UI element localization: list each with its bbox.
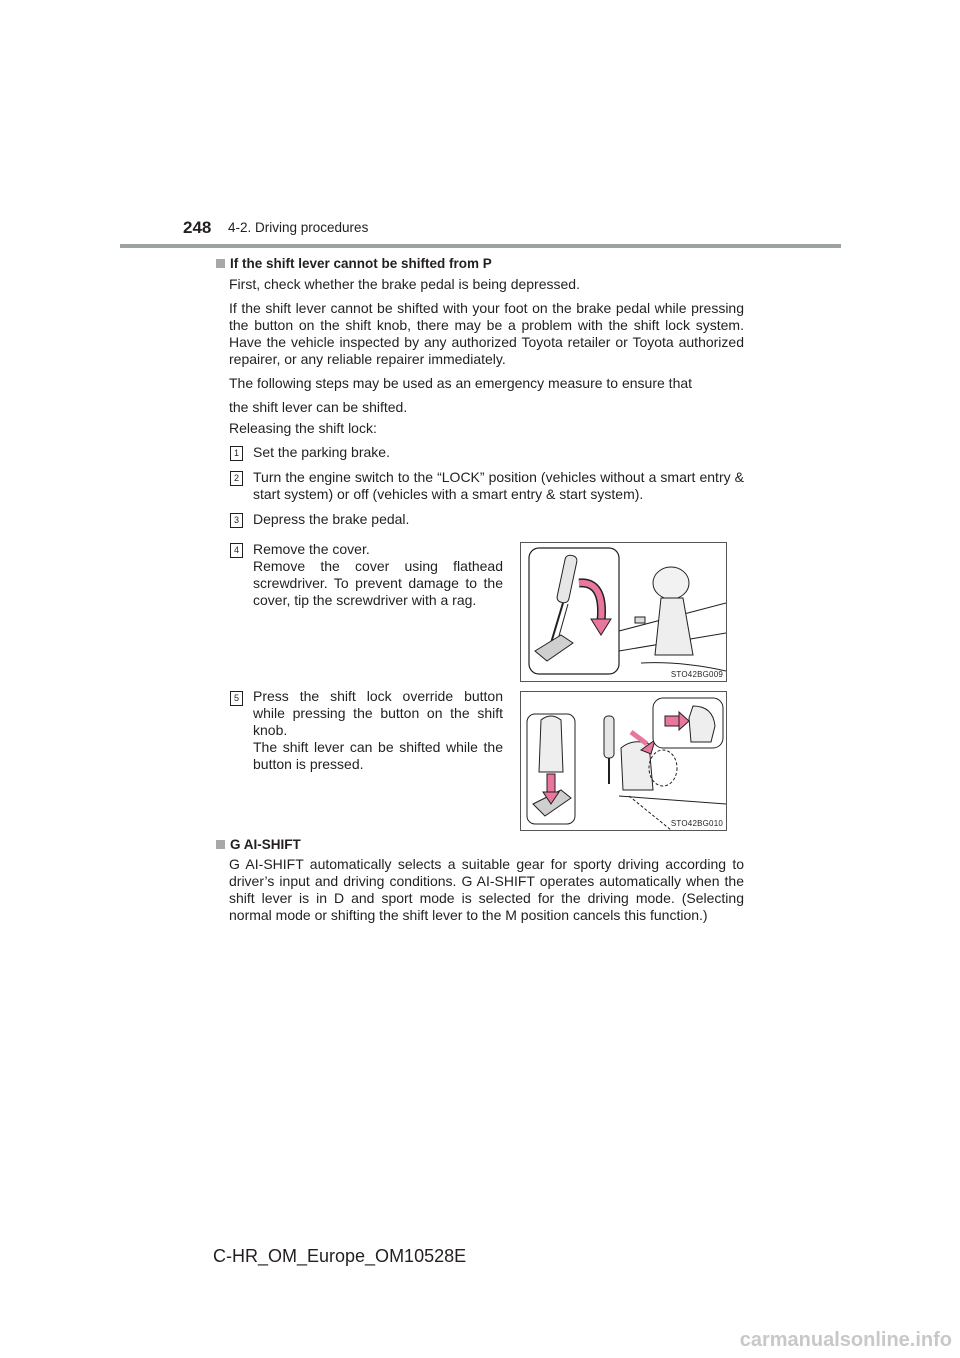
paragraph: First, check whether the brake pedal is being depressed.	[229, 276, 580, 292]
step-number: 4	[230, 543, 243, 558]
paragraph: the shift lever can be shifted.	[229, 399, 408, 415]
figure-code: STO42BG010	[670, 819, 723, 828]
shift-lock-override-illustration	[521, 692, 726, 830]
step-number: 5	[230, 691, 243, 706]
step-text-line: Press the shift lock override button while pressing the button on the shift knob.	[253, 688, 503, 738]
header-rule	[120, 244, 841, 248]
heading-shift-from-p	[216, 256, 492, 271]
step-text: Set the parking brake.	[253, 444, 390, 460]
step-text-detail: Remove the cover using flathead screwdriver. To prevent damage to the cover, tip the screwdriver with a rag.	[253, 558, 503, 608]
section-title: 4-2. Driving procedures	[228, 220, 369, 235]
bullet-square-icon	[216, 840, 225, 849]
paragraph: If the shift lever cannot be shifted with your foot on the brake pedal while pressing the button on the shift knob, there may be a problem with the shift lock system. Have the vehicle inspected by any authorized Toyota retailer or Toyota authorized repairer, or any reliable repairer immediately.	[229, 300, 744, 367]
heading-g-ai-shift	[216, 837, 301, 852]
step-text: Turn the engine switch to the “LOCK” position (vehicles without a smart entry & start system) or off (vehicles with a smart entry & start system).	[253, 469, 744, 502]
step-number: 2	[230, 471, 243, 486]
document-id: C-HR_OM_Europe_OM10528E	[213, 1246, 467, 1266]
step-text: Depress the brake pedal.	[253, 511, 410, 527]
page-number: 248	[183, 218, 212, 237]
figure-code: STO42BG009	[670, 670, 723, 679]
step-text	[253, 688, 503, 773]
step-number: 3	[230, 513, 243, 528]
figure-remove-cover	[520, 542, 727, 682]
step-text-line: Remove the cover.	[253, 541, 370, 557]
paragraph: The following steps may be used as an emergency measure to ensure that	[229, 375, 693, 391]
remove-cover-illustration	[521, 543, 726, 681]
step-text	[253, 541, 503, 609]
bullet-square-icon	[216, 259, 225, 268]
step-number: 1	[230, 446, 243, 461]
paragraph: G AI-SHIFT automatically selects a suitable gear for sporty driving according to driver’s input and driving conditions. G AI-SHIFT operates automatically when the shift lever is in D and sport mode is selected for the driving mode. (Selecting normal mode or shifting the shift lever to the M position cancels this function.)	[229, 856, 744, 923]
paragraph: Releasing the shift lock:	[229, 420, 377, 436]
heading-text: G AI-SHIFT	[230, 837, 301, 852]
step-text-detail: The shift lever can be shifted while the button is pressed.	[253, 739, 503, 772]
figure-shift-lock-override	[520, 691, 727, 831]
heading-text: If the shift lever cannot be shifted from P	[230, 256, 492, 271]
watermark: carmanualsonline.info	[739, 1329, 952, 1351]
